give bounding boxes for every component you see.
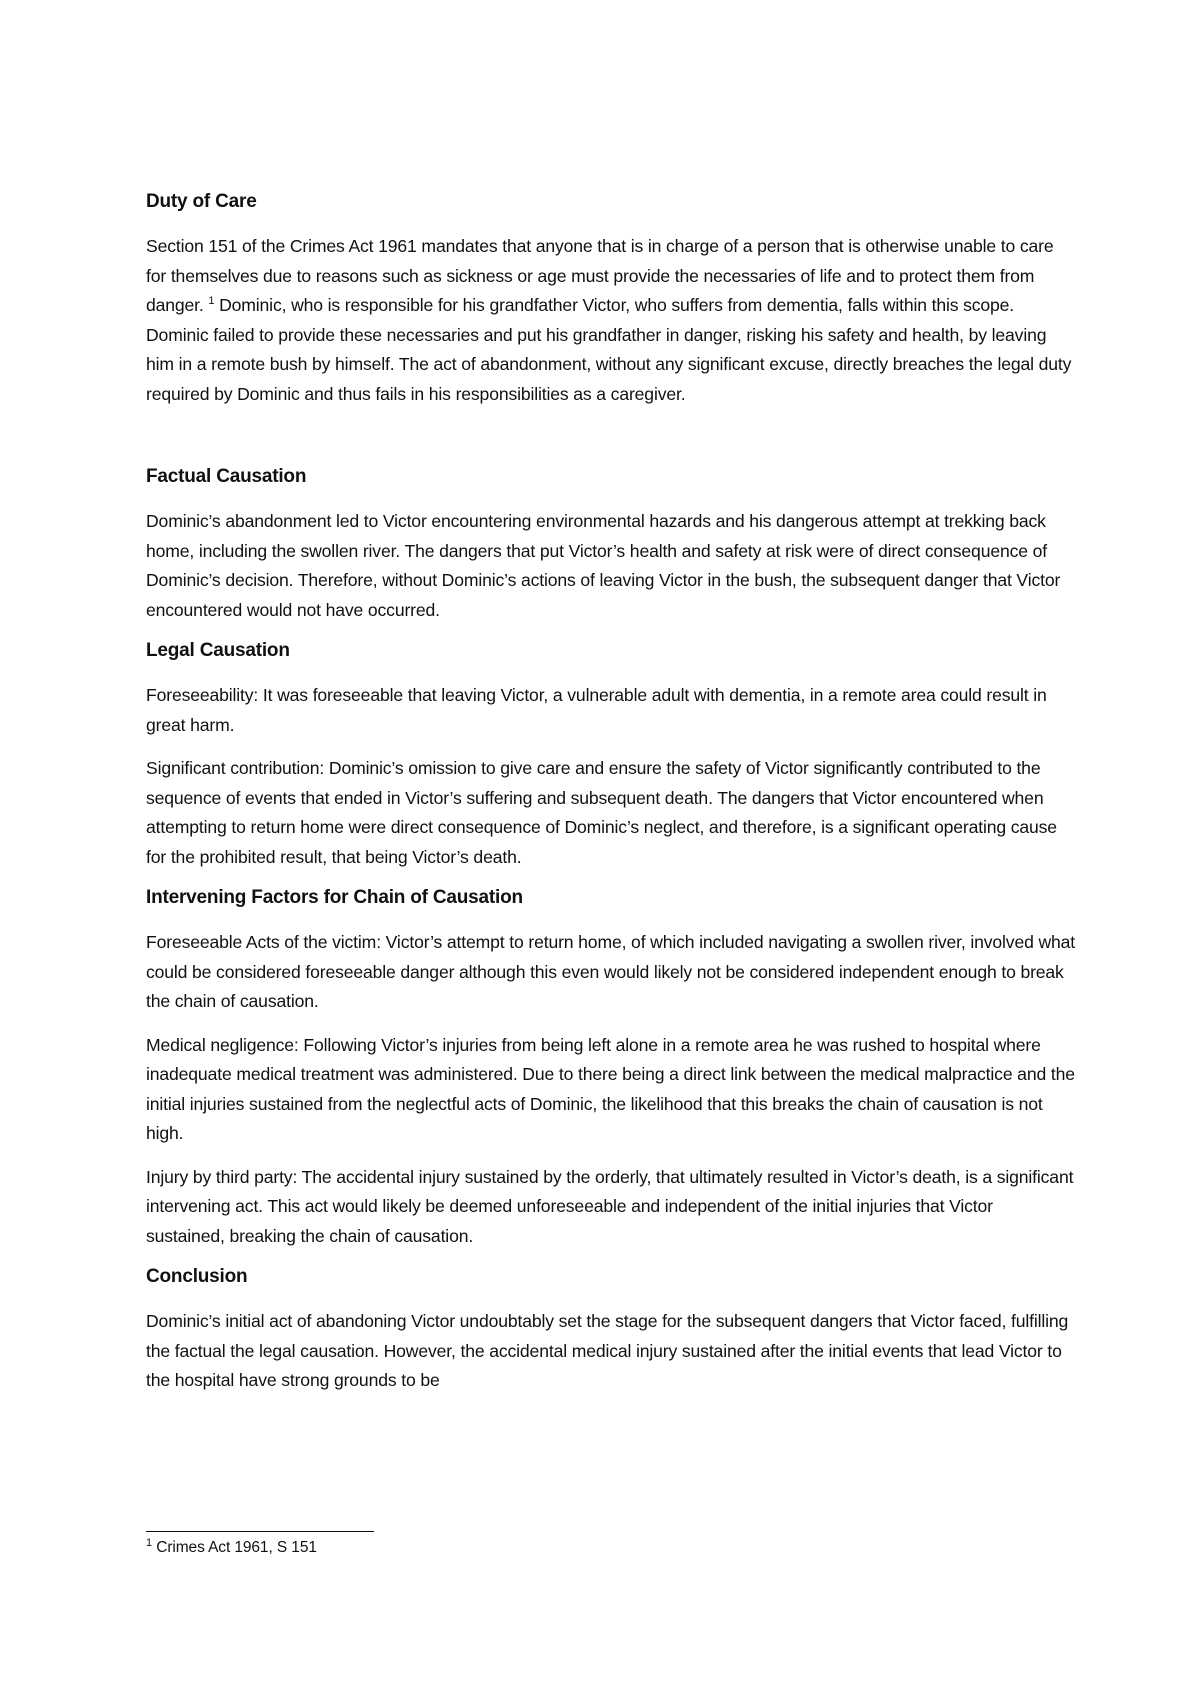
paragraph-text: Dominic, who is responsible for his grandfather Victor, who suffers from dementia, falls within this scope. Dominic failed to provide these necessaries and put his grandfather in danger, risking his safety and health, by leaving him in a remote bush by himself. The act of abandonment, without any significant excuse, directly breaches the legal duty required by Dominic and thus fails in his responsibilities as a caregiver. <box>146 295 1072 404</box>
paragraph-injury-third-party: Injury by third party: The accidental injury sustained by the orderly, that ultimately resulted in Victor’s death, is a significant intervening act. This act would likely be deemed unforeseeable and independent of the initial injuries that Victor sustained, breaking the chain of causation. <box>146 1166 1074 1246</box>
heading-conclusion: Conclusion <box>146 1266 248 1287</box>
paragraph-foreseeability: Foreseeability: It was foreseeable that leaving Victor, a vulnerable adult with dementia, in a remote area could result in great harm. <box>146 685 1047 735</box>
paragraph-factual-causation: Dominic’s abandonment led to Victor encountering environmental hazards and his dangerous attempt at trekking back home, including the swollen river. The dangers that put Victor’s health and safety at risk were of direct consequence of Dominic’s decision. Therefore, without Dominic’s actions of leaving Victor in the bush, the subsequent danger that Victor encountered would not have occurred. <box>146 511 1061 620</box>
section-intervening-factors <box>146 886 1076 1251</box>
spacer <box>146 423 1076 465</box>
paragraph-significant-contribution: Significant contribution: Dominic’s omission to give care and ensure the safety of Victor significantly contributed to the sequence of events that ended in Victor’s suffering and subsequent death. The dangers that Victor encountered when attempting to return home were direct consequence of Dominic’s neglect, and therefore, is a significant operating cause for the prohibited result, that being Victor’s death. <box>146 758 1057 867</box>
section-factual-causation <box>146 465 1076 625</box>
paragraph-text: Section 151 of the Crimes Act 1961 mandates that anyone that is in charge of a person that is otherwise unable to care for themselves due to reasons such as sickness or age must provide the necessaries of life and to protect them from danger. <box>146 236 1054 315</box>
section-legal-causation <box>146 639 1076 872</box>
paragraph-foreseeable-acts: Foreseeable Acts of the victim: Victor’s attempt to return home, of which included navigating a swollen river, involved what could be considered foreseeable danger although this even would likely not be considered independent enough to break the chain of causation. <box>146 932 1076 1011</box>
section-conclusion <box>146 1265 1076 1396</box>
footnote-separator <box>146 1531 374 1532</box>
heading-factual-causation: Factual Causation <box>146 466 307 487</box>
paragraph-conclusion: Dominic’s initial act of abandoning Victor undoubtably set the stage for the subsequent dangers that Victor faced, fulfilling the factual the legal causation. However, the accidental medical injury sustained after the initial events that lead Victor to the hospital have strong grounds to be <box>146 1311 1069 1390</box>
footnote-text: Crimes Act 1961, S 151 <box>152 1539 317 1556</box>
footnote-marker: 1 <box>146 1536 153 1549</box>
heading-duty-of-care: Duty of Care <box>146 191 257 212</box>
section-duty-of-care <box>146 190 1076 409</box>
heading-legal-causation: Legal Causation <box>146 640 290 661</box>
footnote <box>146 1537 317 1559</box>
paragraph-medical-negligence: Medical negligence: Following Victor’s injuries from being left alone in a remote area he was rushed to hospital where inadequate medical treatment was administered. Due to there being a direct link between the medical malpractice and the initial injuries sustained from the neglectful acts of Dominic, the likelihood that this breaks the chain of causation is not high. <box>146 1034 1075 1143</box>
heading-intervening-factors: Intervening Factors for Chain of Causation <box>146 887 523 908</box>
document-page <box>146 190 1076 1410</box>
footnote-reference[interactable]: 1 <box>208 295 215 308</box>
paragraph-duty-of-care <box>146 232 1076 409</box>
